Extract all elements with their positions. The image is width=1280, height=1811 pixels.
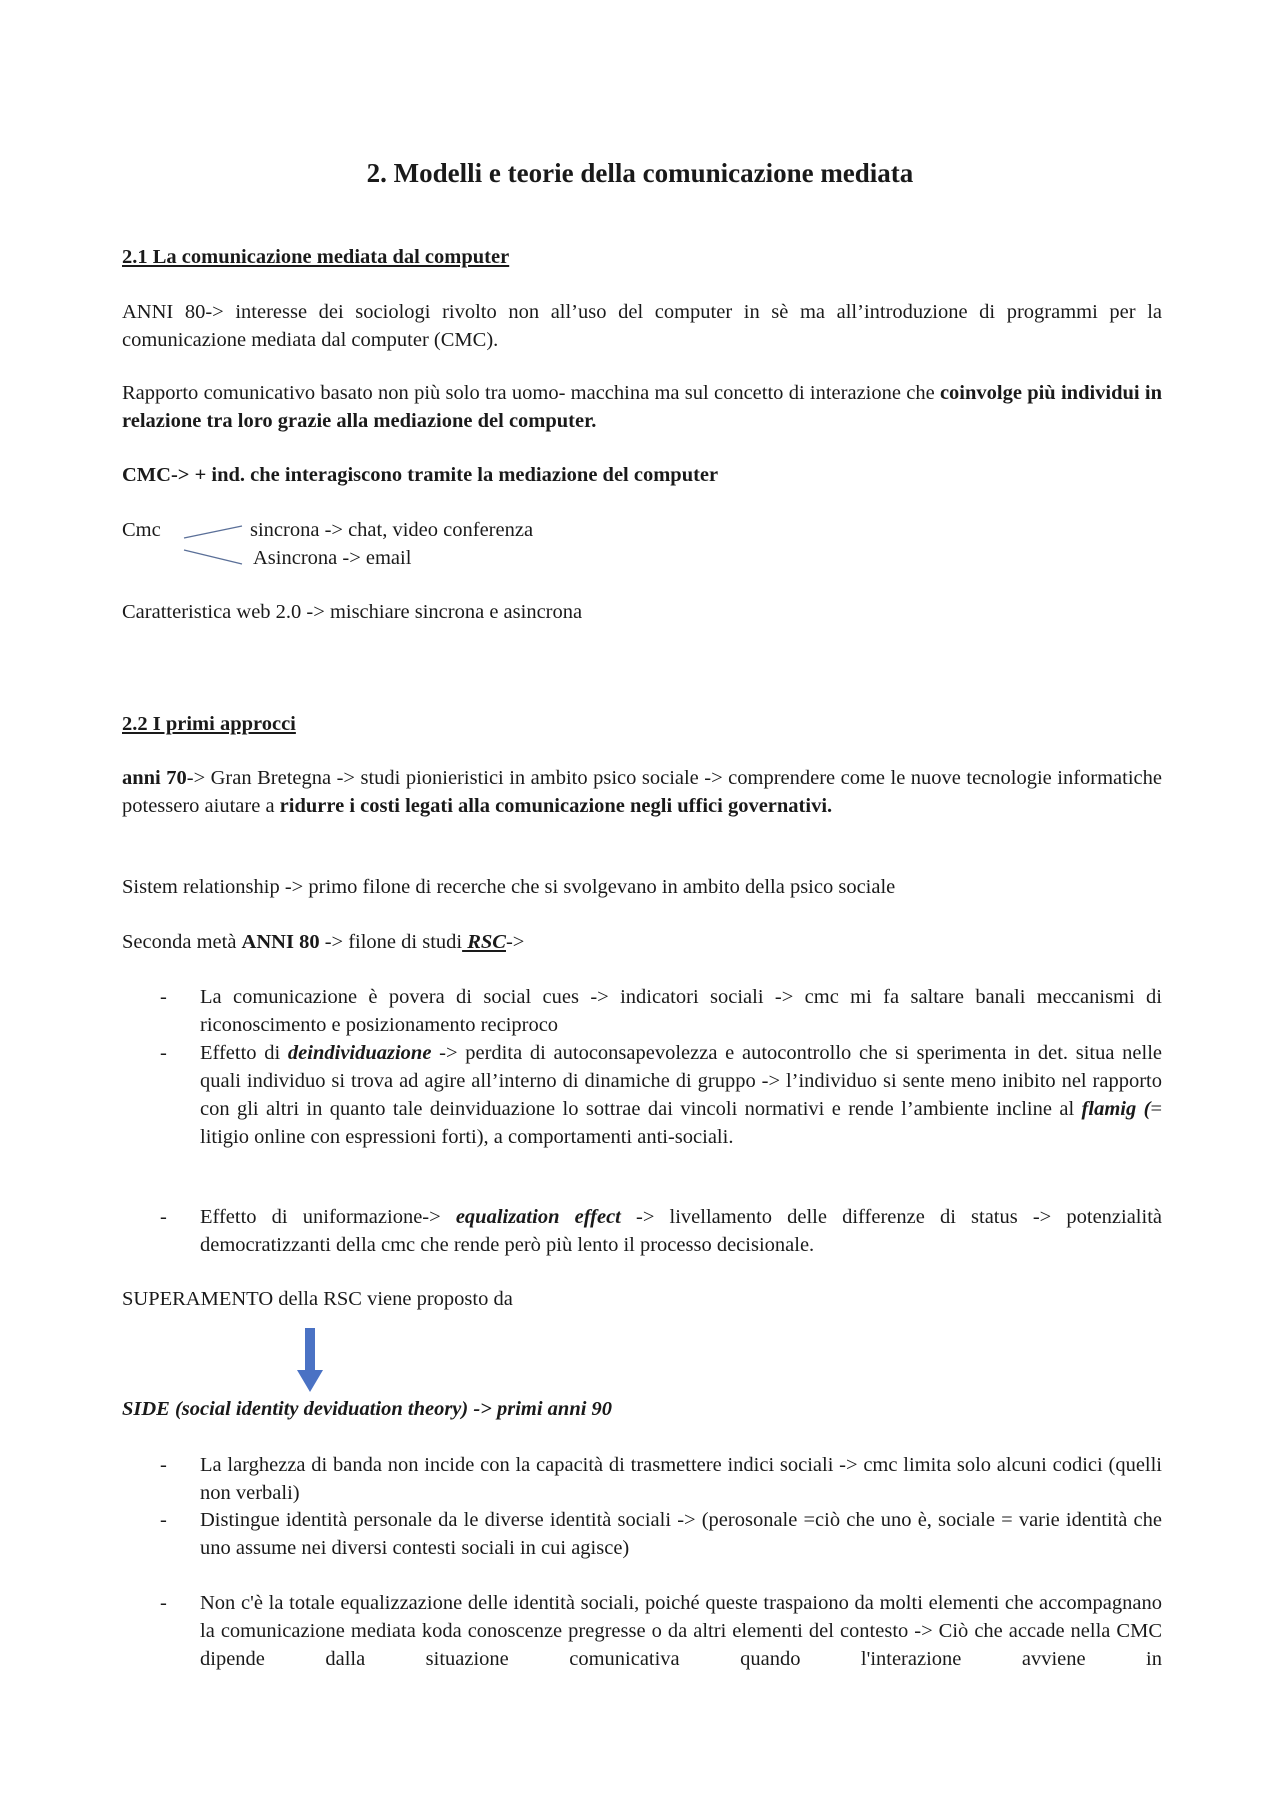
bullet-marker: - (160, 1509, 167, 1531)
cmc-label: Cmc (122, 519, 161, 541)
side-theory-heading: SIDE (social identity deviduation theory) -> primi anni 90 (122, 1398, 613, 1420)
bold-text: ridurre i costi legati alla comunicazione negli uffici governativi. (279, 795, 833, 817)
list-item-social-cues: La comunicazione è povera di social cues -> indicatori sociali -> cmc mi fa saltare banali meccanismi di riconoscimento e posizionamento reciproco (200, 986, 1162, 1036)
paragraph-text: Rapporto comunicativo basato non più solo tra uomo- macchina ma sul concetto di interazione che (122, 382, 940, 404)
list-item-text: -> livellamento delle differenze di status -> potenzialità democratizzanti della cmc che rende però più lento il processo decisionale. (200, 1206, 1162, 1256)
paragraph-anni-80: ANNI 80-> interesse dei sociologi rivolto non all’uso del computer in sè ma all’introduzione di programmi per la comunicazione mediata dal computer (CMC). (122, 301, 1162, 351)
bullet-marker: - (160, 1206, 167, 1228)
branch-lines-icon (182, 520, 246, 568)
list-item-identita: Distingue identità personale da le diverse identità sociali -> (perosonale =ciò che uno è, sociale = varie identità che uno assume nei diversi contesti sociali in cui agisce) (200, 1509, 1162, 1559)
paragraph-web-2-0: Caratteristica web 2.0 -> mischiare sincrona e asincrona (122, 601, 583, 623)
bold-text: ANNI 80 (241, 931, 320, 953)
cmc-async-branch: Asincrona -> email (253, 547, 412, 569)
paragraph-text: -> Gran Bretegna -> studi pionieristici in ambito psico sociale -> comprendere come le nuove tecnologie informatiche potessero aiutare a (122, 767, 1162, 817)
section-heading-2-1: 2.1 La comunicazione mediata dal computer (122, 246, 510, 268)
list-item-deindividuazione (200, 1039, 1162, 1151)
paragraph-rapporto-comunicativo (122, 379, 1162, 435)
paragraph-text: -> (505, 931, 525, 953)
bullet-marker: - (160, 1454, 167, 1476)
bold-text: anni 70 (122, 767, 187, 789)
section-heading-2-2: 2.2 I primi approcci (122, 713, 296, 735)
list-item-text: Effetto di uniformazione-> (200, 1206, 456, 1228)
emphasis-term: flamig ( (1081, 1098, 1151, 1120)
paragraph-cmc-definition: CMC-> + ind. che interagiscono tramite la mediazione del computer (122, 464, 719, 486)
paragraph-sistem-relationship: Sistem relationship -> primo filone di recerche che si svolgevano in ambito della psico sociale (122, 876, 896, 898)
bullet-marker: - (160, 1042, 167, 1064)
bullet-marker: - (160, 986, 167, 1008)
list-item-text: Effetto di (200, 1042, 288, 1064)
emphasis-term: equalization effect (455, 1206, 621, 1228)
paragraph-text: Seconda metà (122, 931, 242, 953)
bullet-marker: - (160, 1592, 167, 1614)
list-item-larghezza-banda: La larghezza di banda non incide con la capacità di trasmettere indici sociali -> cmc limita solo alcuni codici (quelli non verbali) (200, 1454, 1162, 1504)
rsc-term: RSC (462, 931, 506, 953)
list-item-text: = litigio online con espressioni forti), a comportamenti anti-sociali. (200, 1098, 1162, 1148)
paragraph-superamento: SUPERAMENTO della RSC viene proposto da (122, 1288, 513, 1310)
list-item-equalizzazione: Non c'è la totale equalizzazione delle identità sociali, poiché queste traspaiono da molti elementi che accompagnano la comunicazione mediata koda conoscenze pregresse o da altri elementi del contesto -> Ciò che accade nella CMC dipende dalla situazione comunicativa quando l'interazione avviene in (200, 1592, 1162, 1670)
paragraph-seconda-meta (122, 928, 1162, 956)
emphasis-term: deindividuazione (287, 1042, 432, 1064)
bold-text: coinvolge più individui in relazione tra loro grazie alla mediazione del computer. (122, 382, 1162, 432)
list-item-equalization (200, 1203, 1162, 1259)
page-title: 2. Modelli e teorie della comunicazione mediata (366, 158, 914, 188)
paragraph-text: -> filone di studi (319, 931, 463, 953)
paragraph-anni-70 (122, 764, 1162, 820)
down-arrow-icon (296, 1328, 324, 1394)
list-item-text: -> perdita di autoconsapevolezza e autocontrollo che si sperimenta in det. situa nelle quali individuo si trova ad agire all’interno di dinamiche di gruppo -> l’individuo si sente meno inibito nel rapporto con gli altri in quanto tale deinviduazione lo sottrae dai vincoli normativi e rende l’ambiente incline al (200, 1042, 1162, 1120)
cmc-sync-branch: sincrona -> chat, video conferenza (250, 519, 534, 541)
